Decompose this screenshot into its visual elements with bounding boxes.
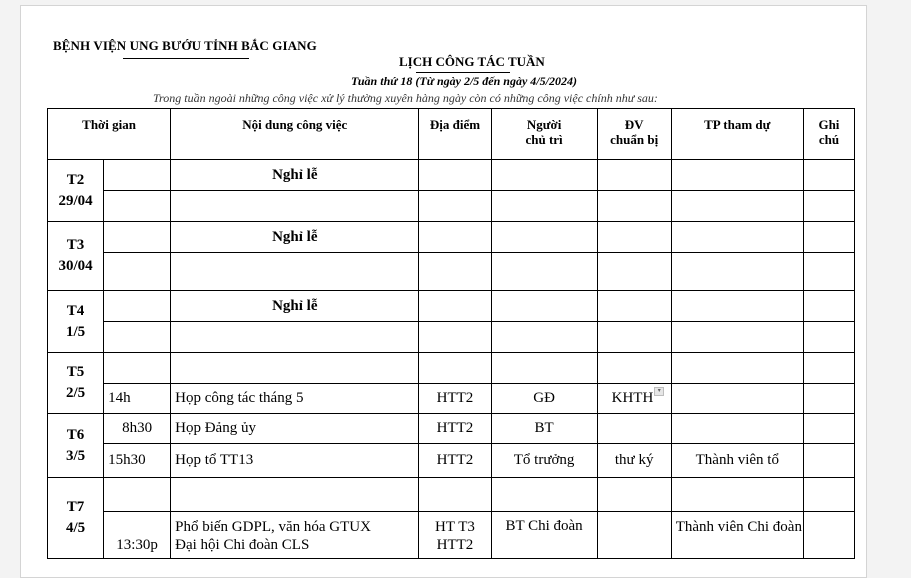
attendees-cell[interactable] xyxy=(671,191,803,222)
host-cell[interactable]: BT xyxy=(491,414,597,444)
table-row xyxy=(48,253,855,291)
table-row xyxy=(48,160,855,191)
host-cell[interactable] xyxy=(491,353,597,384)
content-cell[interactable] xyxy=(171,353,419,384)
content-cell[interactable] xyxy=(171,478,419,512)
host-cell[interactable] xyxy=(491,253,597,291)
content-cell[interactable]: Họp tổ TT13 xyxy=(171,444,419,478)
col-header-note-line2: chú xyxy=(818,132,840,147)
note-cell[interactable] xyxy=(803,253,854,291)
table-row xyxy=(48,322,855,353)
note-cell[interactable] xyxy=(803,353,854,384)
note-cell[interactable] xyxy=(803,222,854,253)
prep-cell[interactable] xyxy=(597,253,671,291)
prep-cell[interactable] xyxy=(597,291,671,322)
day-name: T2 xyxy=(66,171,85,188)
content-cell[interactable] xyxy=(171,322,419,353)
attendees-cell[interactable] xyxy=(671,160,803,191)
attendees-cell[interactable] xyxy=(671,414,803,444)
time-cell[interactable] xyxy=(104,160,171,191)
col-header-prep-line2: chuẩn bị xyxy=(610,132,659,147)
day-name: T5 xyxy=(66,364,85,380)
col-header-note-line1: Ghi xyxy=(818,117,840,132)
note-cell[interactable] xyxy=(803,160,854,191)
host-cell[interactable] xyxy=(491,478,597,512)
day-date: 30/04 xyxy=(58,258,93,274)
location-cell[interactable] xyxy=(419,160,491,191)
time-cell[interactable] xyxy=(104,191,171,222)
location-cell[interactable] xyxy=(419,322,491,353)
attendees-cell[interactable] xyxy=(671,253,803,291)
note-cell[interactable] xyxy=(803,444,854,478)
table-row xyxy=(48,444,855,478)
note-cell[interactable] xyxy=(803,322,854,353)
day-name: T6 xyxy=(66,426,85,443)
time-cell[interactable] xyxy=(104,322,171,353)
note-cell[interactable] xyxy=(803,191,854,222)
table-row xyxy=(48,291,855,322)
location-line1: HT T3 xyxy=(435,519,475,535)
col-header-location: Địa điểm xyxy=(419,109,491,160)
prep-cell[interactable] xyxy=(597,322,671,353)
content-cell[interactable]: Họp Đảng ủy xyxy=(171,414,419,444)
day-name: T7 xyxy=(66,499,85,515)
location-cell[interactable] xyxy=(419,478,491,512)
prep-cell[interactable] xyxy=(597,191,671,222)
prep-cell[interactable] xyxy=(597,160,671,191)
day-cell-t4 xyxy=(48,291,104,353)
table-row xyxy=(48,512,855,559)
attendees-cell[interactable] xyxy=(671,478,803,512)
attendees-cell[interactable] xyxy=(671,353,803,384)
document-page xyxy=(20,5,867,578)
host-cell[interactable]: GĐ xyxy=(491,384,597,414)
day-cell-t5 xyxy=(48,353,104,414)
host-cell[interactable] xyxy=(491,322,597,353)
dropdown-arrow-icon[interactable]: ▾ xyxy=(654,387,664,396)
table-row xyxy=(48,191,855,222)
table-row xyxy=(48,222,855,253)
attendees-cell[interactable] xyxy=(671,222,803,253)
prep-value: KHTH xyxy=(611,390,654,406)
table-row xyxy=(48,384,855,414)
content-line1: Phổ biến GDPL, văn hóa GTUX xyxy=(175,519,371,535)
note-cell[interactable] xyxy=(803,512,854,559)
time-cell[interactable]: 13:30p xyxy=(104,512,171,559)
holiday-label[interactable]: Nghỉ lễ xyxy=(171,160,419,191)
host-cell[interactable]: BT Chi đoàn xyxy=(491,512,597,559)
header-row xyxy=(48,109,855,160)
location-cell[interactable] xyxy=(419,512,491,559)
col-header-host-line1: Người xyxy=(526,117,562,132)
day-cell-t6 xyxy=(48,414,104,478)
host-cell[interactable] xyxy=(491,191,597,222)
location-cell[interactable]: HTT2 xyxy=(419,444,491,478)
content-cell[interactable] xyxy=(171,512,419,559)
location-cell[interactable]: HTT2 xyxy=(419,414,491,444)
page-title: LỊCH CÔNG TÁC TUẦN xyxy=(399,54,545,69)
day-cell-t3 xyxy=(48,222,104,291)
time-cell[interactable]: 15h30 xyxy=(104,444,171,478)
location-cell[interactable] xyxy=(419,191,491,222)
table-row xyxy=(48,353,855,384)
location-cell[interactable] xyxy=(419,222,491,253)
note-cell[interactable] xyxy=(803,291,854,322)
col-header-content: Nội dung công việc xyxy=(171,109,419,160)
host-cell[interactable]: Tổ trưởng xyxy=(491,444,597,478)
location-cell[interactable] xyxy=(419,353,491,384)
host-cell[interactable] xyxy=(491,291,597,322)
note-cell[interactable] xyxy=(803,478,854,512)
table-row xyxy=(48,478,855,512)
title-underline xyxy=(416,72,510,73)
day-date: 29/04 xyxy=(58,192,93,209)
day-date: 3/5 xyxy=(65,447,86,464)
attendees-cell[interactable] xyxy=(671,384,803,414)
location-cell[interactable]: HTT2 xyxy=(419,384,491,414)
time-cell[interactable] xyxy=(104,478,171,512)
day-date: 4/5 xyxy=(65,520,86,536)
holiday-label[interactable]: Nghỉ lễ xyxy=(171,222,419,253)
attendees-cell[interactable] xyxy=(671,291,803,322)
location-line2: HTT2 xyxy=(436,537,474,553)
prep-cell[interactable] xyxy=(597,512,671,559)
attendees-cell[interactable]: Thành viên tổ xyxy=(671,444,803,478)
day-date: 1/5 xyxy=(65,323,86,340)
time-cell[interactable] xyxy=(104,253,171,291)
day-name: T3 xyxy=(66,237,85,253)
attendees-cell[interactable] xyxy=(671,322,803,353)
day-cell-t2 xyxy=(48,160,104,222)
table-row xyxy=(48,414,855,444)
prep-cell[interactable] xyxy=(597,414,671,444)
content-line2: Đại hội Chi đoàn CLS xyxy=(175,537,310,553)
content-cell[interactable] xyxy=(171,253,419,291)
prep-cell[interactable] xyxy=(597,222,671,253)
day-cell-t7 xyxy=(48,478,104,559)
location-cell[interactable] xyxy=(419,253,491,291)
location-cell[interactable] xyxy=(419,291,491,322)
prep-cell[interactable]: thư ký xyxy=(597,444,671,478)
holiday-label[interactable]: Nghỉ lễ xyxy=(171,291,419,322)
host-cell[interactable] xyxy=(491,160,597,191)
col-header-prep-line1: ĐV xyxy=(624,117,644,132)
hospital-underline xyxy=(123,58,249,59)
day-name: T4 xyxy=(66,302,85,319)
day-date: 2/5 xyxy=(65,385,86,401)
note-cell[interactable] xyxy=(803,384,854,414)
prep-cell[interactable] xyxy=(597,353,671,384)
intro-text: Trong tuần ngoài những công việc xử lý thường xuyên hàng ngày còn có những công việc chính như sau: xyxy=(153,91,658,105)
time-cell[interactable] xyxy=(104,222,171,253)
attendees-cell[interactable]: Thành viên Chi đoàn xyxy=(671,512,803,559)
col-header-prep xyxy=(597,109,671,160)
col-header-attendees: TP tham dự xyxy=(671,109,803,160)
hospital-name: BỆNH VIỆN UNG BƯỚU TỈNH BẮC GIANG xyxy=(53,38,317,53)
content-cell[interactable] xyxy=(171,191,419,222)
time-cell[interactable] xyxy=(104,353,171,384)
time-cell[interactable] xyxy=(104,291,171,322)
host-cell[interactable] xyxy=(491,222,597,253)
schedule-table xyxy=(47,108,855,559)
content-cell[interactable]: Họp công tác tháng 5 xyxy=(171,384,419,414)
col-header-host xyxy=(491,109,597,160)
col-header-time: Thời gian xyxy=(48,109,171,160)
col-header-host-line2: chủ trì xyxy=(525,132,563,147)
col-header-note xyxy=(803,109,854,160)
time-cell[interactable]: 8h30 xyxy=(104,414,171,444)
week-subtitle: Tuần thứ 18 (Từ ngày 2/5 đến ngày 4/5/2024) xyxy=(351,74,577,88)
time-cell[interactable]: 14h xyxy=(104,384,171,414)
prep-cell[interactable] xyxy=(597,384,671,414)
note-cell[interactable] xyxy=(803,414,854,444)
prep-cell[interactable] xyxy=(597,478,671,512)
